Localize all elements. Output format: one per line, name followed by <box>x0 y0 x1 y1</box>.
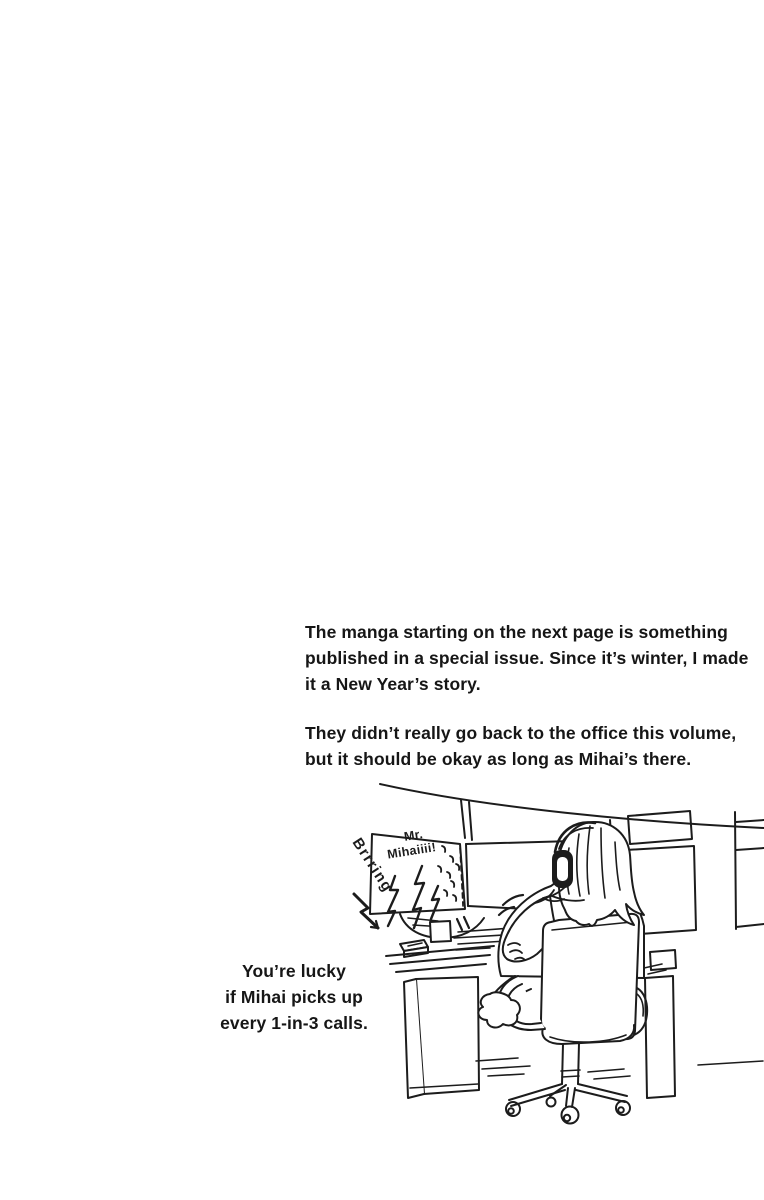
chair-wheel <box>564 1115 570 1121</box>
lightning-bolts <box>354 866 439 928</box>
office-illustration <box>338 778 764 1168</box>
afterword-text-line: They didn’t really go back to the office this volume, <box>305 723 737 743</box>
sfx-mihai-call-line: Mr. <box>402 827 424 844</box>
chair-wheel <box>618 1107 624 1113</box>
afterword-text-line: it a New Year’s story. <box>305 674 481 694</box>
tremor-marks <box>438 846 459 901</box>
afterword-paragraph-1 <box>305 619 749 697</box>
floor-hatching <box>476 1058 763 1079</box>
sfx-brrring: Brrring <box>348 834 397 896</box>
afterword-text-line: but it should be okay as long as Mihai’s there. <box>305 749 692 769</box>
caption-text-line: if Mihai picks up <box>225 987 363 1007</box>
caption-text-line: You’re lucky <box>242 961 346 981</box>
sfx-mihai-call-line: Mihaiiii! <box>386 840 438 862</box>
chair-wheel <box>547 1098 556 1107</box>
afterword-text-line: The manga starting on the next page is something <box>305 622 728 642</box>
sfx-mihai-call <box>384 825 437 861</box>
caption-text-line: every 1-in-3 calls. <box>220 1013 368 1033</box>
afterword-paragraph-2 <box>305 720 735 772</box>
side-cabinet <box>644 950 676 1098</box>
ring-arrow <box>354 894 378 928</box>
chair-base <box>506 1043 630 1124</box>
desk <box>386 946 494 1098</box>
afterword-text-line: published in a special issue. Since it’s winter, I made <box>305 648 749 668</box>
chair-wheel <box>508 1108 514 1114</box>
